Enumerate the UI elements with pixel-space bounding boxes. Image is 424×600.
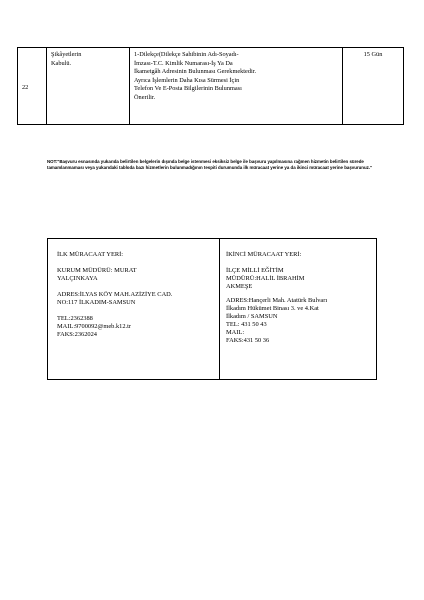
second-place-manager: MÜDÜRÜ:HALİL İBRAHİM [226,275,305,282]
second-place-manager: İLÇE MİLLİ EĞİTİM [226,267,284,274]
first-application-place [48,239,220,379]
application-places-box [47,238,377,380]
first-place-fax: FAKS:2362024 [57,331,98,338]
first-place-mail: MAIL:9700092@meb.k12.tr [57,323,132,330]
document-line: 1-Dilekçe(Dilekçe Sahibinin Adı-Soyadı- [134,51,239,58]
second-place-title: İKİNCİ MÜRACAAT YERİ: [226,251,302,258]
row-number: 22 [18,48,47,125]
first-place-title: İLK MÜRACAAT YERİ: [57,251,124,258]
table-row [18,48,404,125]
second-place-tel: TEL: 431 50 43 [226,321,267,328]
second-place-address: ADRES:Hançerli Mah. Atatürk Bulvarı [226,297,328,304]
first-place-address: ADRES:İLYAS KÖY MAH.AZİZİYE CAD. [57,291,173,298]
second-application-place [220,239,376,379]
second-place-manager: AKMEŞE [226,283,253,290]
first-place-address: NO:117 İLKADIM-SAMSUN [57,299,136,306]
service-standards-table [17,47,404,125]
first-place-tel: TEL:2362388 [57,315,93,322]
first-place-manager: YALÇINKAYA [57,275,98,282]
second-place-fax: FAKS:431 50 36 [226,337,270,344]
service-name-line: Şikâyetlerin [51,51,82,58]
document-line: İkametgâh Adresinin Bulunması Gerekmektedir. [134,68,257,76]
document-line: İmzası-T.C. Kimlik Numarası-İş Ya Da [134,59,233,67]
document-line: Önerilir. [134,93,156,101]
second-place-address: İlkadım Hükümet Binası 3. ve 4.Kat [226,305,319,312]
second-place-address: İlkadım / SAMSUN [226,313,278,320]
service-name-cell [47,48,130,125]
note-paragraph: NOT:"Başvuru esnasında yukarıda belirtilen belgelerin dışında belge istenmesi eksiksiz belge ile başvuru yapılmasına rağmen hizmetin belirtilen sürede tamamlanmaması veya yukarıdaki tabloda bazı hizmetlerin bulunmadığının tespiti durumunda ilk müracaat yerine ya da ikinci müracaat yerine başvurunuz." [47,159,373,171]
first-place-manager: KURUM MÜDÜRÜ: MURAT [57,267,137,274]
second-place-mail: MAIL: [226,329,245,336]
document-line: Telefon Ve E-Posta Bilgilerinin Bulunması [134,85,242,93]
completion-time-cell: 15 Gün [343,48,404,125]
document-line: Ayrıca İşlemlerin Daha Kısa Sürmesi İçin [134,76,240,84]
required-documents-cell [130,48,343,125]
service-name-line: Kabulü. [51,59,72,67]
